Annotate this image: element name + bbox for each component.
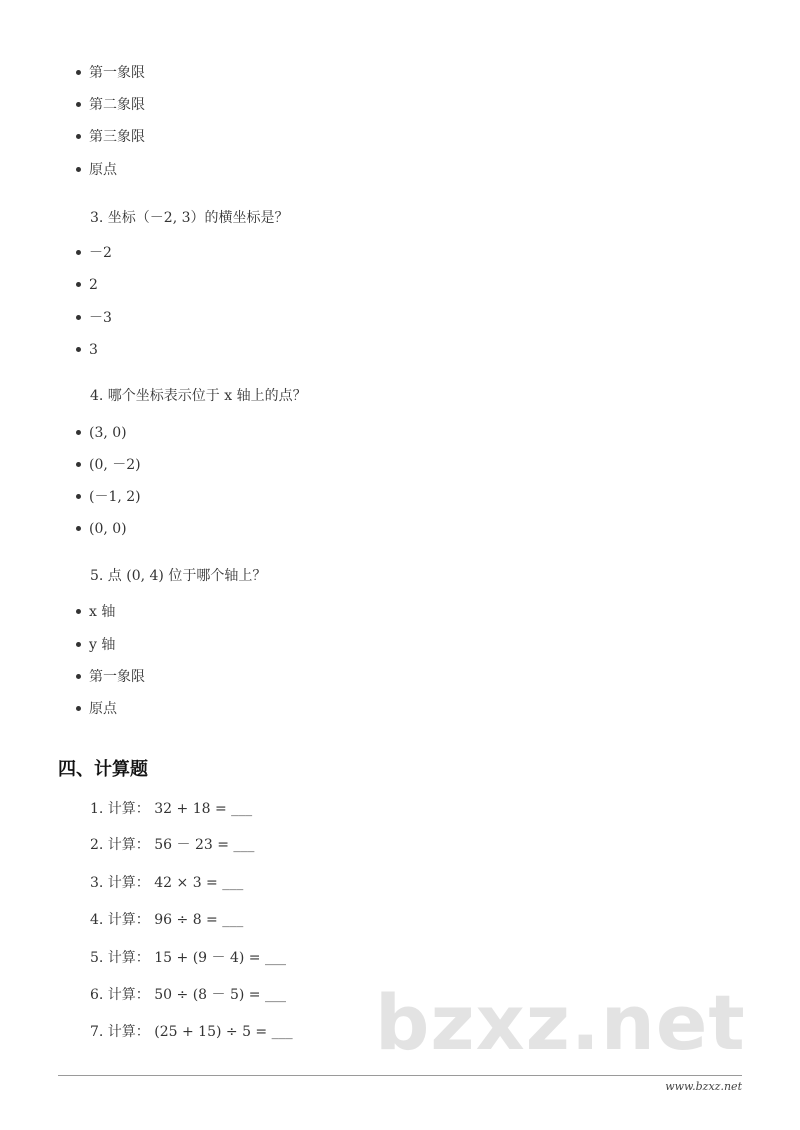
- q5-option-2: [76, 635, 115, 655]
- option-text: 原点: [89, 701, 117, 717]
- option-text: (－1, 2): [89, 489, 141, 505]
- calc-item-4: 4. 计算： 96 ÷ 8 = ___: [90, 912, 244, 928]
- option-text: (0, －2): [89, 457, 141, 473]
- q2-option-4: [76, 160, 117, 180]
- q4-option-1: [76, 423, 127, 443]
- q5-option-3: [76, 667, 145, 687]
- q3-option-1: [76, 243, 112, 263]
- calc-item-6: 6. 计算： 50 ÷ (8 － 5) = ___: [90, 987, 286, 1003]
- option-text: 第一象限: [89, 65, 145, 81]
- watermark-text: bzxz.net: [375, 978, 746, 1067]
- bullet-dot: [76, 674, 81, 679]
- q5-option-4: [76, 699, 117, 719]
- option-text: 3: [89, 342, 98, 358]
- question-3: 3. 坐标（－2, 3）的横坐标是？: [90, 210, 289, 226]
- q4-option-3: [76, 487, 141, 507]
- option-text: x 轴: [89, 604, 116, 620]
- calc-item-7: 7. 计算： (25 + 15) ÷ 5 = ___: [90, 1024, 293, 1040]
- bullet-dot: [76, 70, 81, 75]
- footer-url: www.bzxz.net: [665, 1080, 742, 1093]
- q3-option-3: [76, 308, 112, 328]
- footer-divider: [58, 1075, 742, 1076]
- q2-option-2: [76, 95, 145, 115]
- option-text: －2: [89, 245, 112, 261]
- q4-option-2: [76, 455, 141, 475]
- bullet-dot: [76, 430, 81, 435]
- bullet-dot: [76, 609, 81, 614]
- calc-item-1: 1. 计算： 32 + 18 = ___: [90, 801, 253, 817]
- q2-option-3: [76, 127, 145, 147]
- bullet-dot: [76, 494, 81, 499]
- q5-option-1: [76, 602, 115, 622]
- option-text: (0, 0): [89, 521, 127, 537]
- section-heading-calculation: 四、计算题: [58, 759, 148, 780]
- question-5: 5. 点 (0, 4) 位于哪个轴上？: [90, 568, 267, 584]
- bullet-dot: [76, 167, 81, 172]
- option-text: 2: [89, 277, 98, 293]
- q3-option-4: [76, 340, 98, 360]
- option-text: 第二象限: [89, 97, 145, 113]
- q4-option-4: [76, 519, 127, 539]
- option-text: 第一象限: [89, 669, 145, 685]
- calc-item-3: 3. 计算： 42 × 3 = ___: [90, 875, 244, 891]
- bullet-dot: [76, 462, 81, 467]
- bullet-dot: [76, 642, 81, 647]
- bullet-dot: [76, 347, 81, 352]
- option-text: (3, 0): [89, 425, 127, 441]
- q2-option-1: [76, 63, 145, 83]
- bullet-dot: [76, 134, 81, 139]
- option-text: －3: [89, 310, 112, 326]
- q3-option-2: [76, 275, 98, 295]
- calc-item-2: 2. 计算： 56 － 23 = ___: [90, 837, 255, 853]
- calc-item-5: 5. 计算： 15 + (9 － 4) = ___: [90, 950, 286, 966]
- bullet-dot: [76, 102, 81, 107]
- option-text: y 轴: [89, 637, 116, 653]
- bullet-dot: [76, 315, 81, 320]
- bullet-dot: [76, 282, 81, 287]
- bullet-dot: [76, 706, 81, 711]
- bullet-dot: [76, 526, 81, 531]
- option-text: 原点: [89, 162, 117, 178]
- option-text: 第三象限: [89, 129, 145, 145]
- bullet-dot: [76, 250, 81, 255]
- question-4: 4. 哪个坐标表示位于 x 轴上的点？: [90, 388, 307, 404]
